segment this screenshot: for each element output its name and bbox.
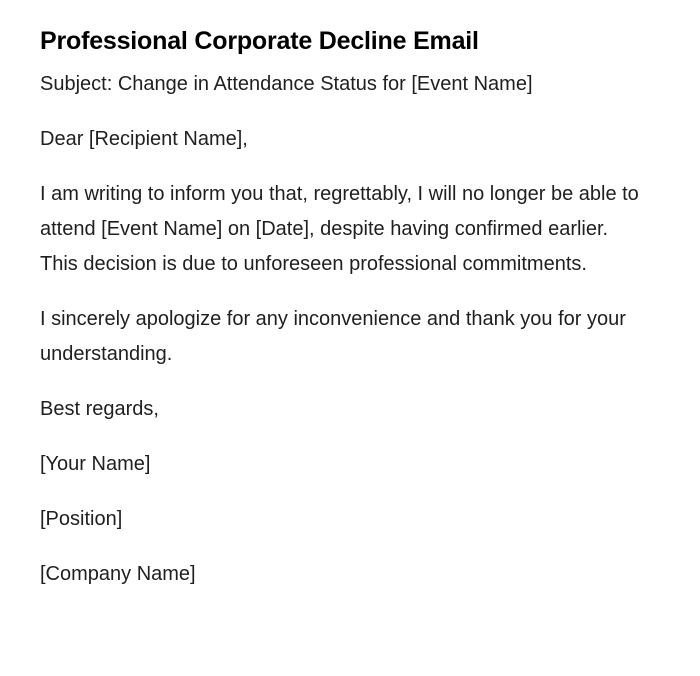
email-body-paragraph-2: I sincerely apologize for any inconvenience and thank you for your understanding. bbox=[40, 308, 626, 365]
email-closing: Best regards, bbox=[40, 398, 159, 420]
signature-name: [Your Name] bbox=[40, 453, 151, 475]
page-title: Professional Corporate Decline Email bbox=[40, 27, 479, 55]
signature-position: [Position] bbox=[40, 508, 123, 530]
email-greeting: Dear [Recipient Name], bbox=[40, 128, 248, 150]
signature-company: [Company Name] bbox=[40, 563, 196, 585]
email-subject: Subject: Change in Attendance Status for [Event Name] bbox=[40, 73, 533, 95]
email-document bbox=[40, 0, 640, 592]
email-body-paragraph-1: I am writing to inform you that, regrettably, I will no longer be able to attend [Event Name] on [Date], despite having confirmed earlier. This decision is due to unforeseen professional commitments. bbox=[40, 183, 639, 275]
